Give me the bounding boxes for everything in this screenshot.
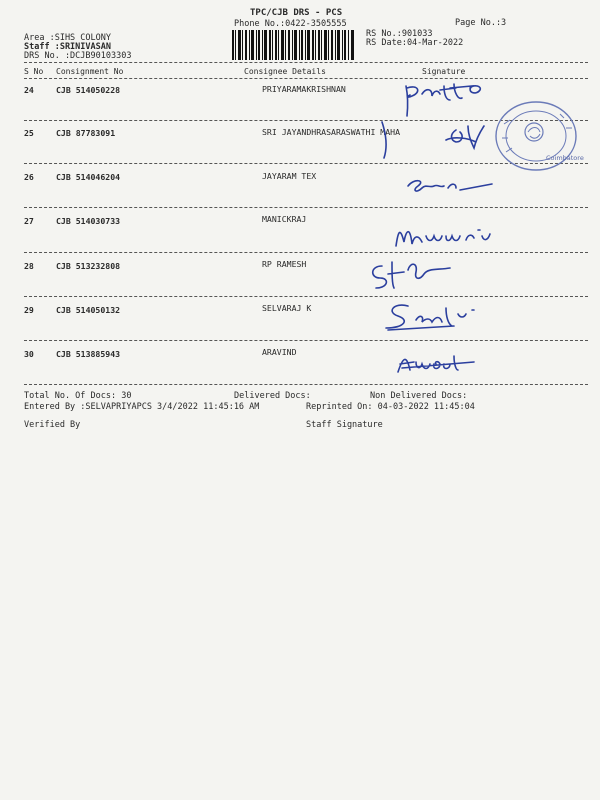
divider xyxy=(24,62,588,63)
row-consignee: PRIYARAMAKRISHNAN xyxy=(262,84,346,94)
row-consignment: CJB 513232808 xyxy=(56,261,121,271)
page-number: Page No.:3 xyxy=(455,18,507,28)
verified-by: Verified By xyxy=(24,420,81,430)
divider xyxy=(24,252,588,253)
barcode-icon xyxy=(232,30,354,60)
row-sno: 30 xyxy=(24,349,34,359)
signature-mark xyxy=(380,300,490,332)
row-consignment: CJB 513885943 xyxy=(56,349,121,359)
row-sno: 27 xyxy=(24,216,34,226)
divider xyxy=(24,340,588,341)
row-consignee: ARAVIND xyxy=(262,347,297,357)
row-sno: 24 xyxy=(24,85,34,95)
reprinted-on: Reprinted On: 04-03-2022 11:45:04 xyxy=(306,402,475,412)
signature-mark xyxy=(392,82,502,118)
row-consignee: JAYARAM TEX xyxy=(262,171,317,181)
col-sno: S No xyxy=(24,67,44,76)
row-consignment: CJB 514050228 xyxy=(56,85,121,95)
row-sno: 29 xyxy=(24,305,34,315)
delivered-docs: Delivered Docs: xyxy=(234,391,311,401)
row-consignment: CJB 514046204 xyxy=(56,172,121,182)
row-sno: 26 xyxy=(24,172,34,182)
staff-label: Staff :SRINIVASAN xyxy=(24,42,111,52)
rs-number: RS No.:901033 xyxy=(366,29,433,39)
non-delivered-docs: Non Delivered Docs: xyxy=(370,391,468,401)
signature-mark xyxy=(392,348,482,376)
stamp-text: Coimbatore xyxy=(546,154,584,162)
row-sno: 28 xyxy=(24,261,34,271)
col-consignee: Consignee Details xyxy=(244,67,326,76)
row-consignee: RP RAMESH xyxy=(262,259,307,269)
signature-mark xyxy=(368,256,458,292)
col-consignment: Consignment No xyxy=(56,67,124,76)
signature-mark xyxy=(376,120,486,160)
rs-date: RS Date:04-Mar-2022 xyxy=(366,38,464,48)
document-title: TPC/CJB DRS - PCS xyxy=(250,8,343,18)
row-consignment: CJB 514030733 xyxy=(56,216,121,226)
row-consignee: MANICKRAJ xyxy=(262,214,307,224)
area-label: Area :SIHS COLONY xyxy=(24,33,111,43)
divider xyxy=(24,296,588,297)
signature-mark xyxy=(404,174,494,196)
row-consignment: CJB 87783091 xyxy=(56,128,116,138)
divider xyxy=(24,384,588,385)
entered-by: Entered By :SELVAPRIYAPCS 3/4/2022 11:45:16 AM xyxy=(24,402,260,412)
drs-number: DRS No. :DCJB90103303 xyxy=(24,51,132,61)
divider xyxy=(24,207,588,208)
total-docs: Total No. Of Docs: 30 xyxy=(24,391,132,401)
col-signature: Signature xyxy=(422,67,466,76)
row-consignee: SRI JAYANDHRASARASWATHI MAHA xyxy=(262,127,401,137)
staff-signature: Staff Signature xyxy=(306,420,383,430)
stamp-seal xyxy=(490,98,584,176)
divider xyxy=(24,78,588,79)
signature-mark xyxy=(392,222,502,250)
row-consignee: SELVARAJ K xyxy=(262,303,312,313)
row-sno: 25 xyxy=(24,128,34,138)
phone-number: Phone No.:0422-3505555 xyxy=(234,19,347,29)
row-consignment: CJB 514050132 xyxy=(56,305,121,315)
